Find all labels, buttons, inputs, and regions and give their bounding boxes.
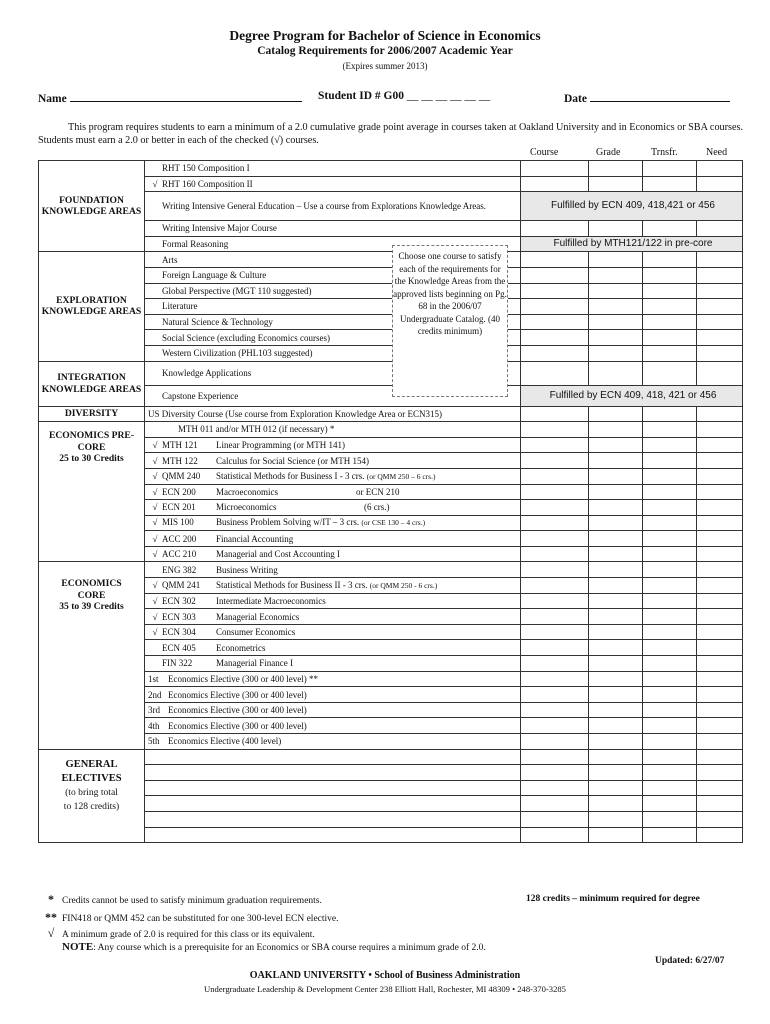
course-input[interactable] — [521, 578, 589, 594]
requirement-cell: √ QMM 241 Statistical Methods for Business II - 3 crs. (or QMM 250 - 6 crs.) — [145, 578, 521, 594]
requirement-cell: √ ECN 304 Consumer Economics — [145, 624, 521, 640]
grade-input[interactable] — [589, 546, 643, 562]
need-input[interactable] — [697, 640, 743, 656]
transfer-input[interactable] — [643, 500, 697, 516]
min-credits-note: 128 credits – minimum required for degree — [526, 894, 700, 904]
grade-input[interactable] — [589, 796, 643, 812]
elective-input[interactable] — [145, 811, 521, 827]
requirement-cell: √ ACC 200 Financial Accounting — [145, 531, 521, 547]
grade-input[interactable] — [589, 252, 643, 268]
requirement-cell: √ ECN 201 Microeconomics (6 crs.) — [145, 500, 521, 516]
course-input[interactable] — [521, 562, 589, 578]
grade-input[interactable] — [589, 811, 643, 827]
need-input[interactable] — [697, 221, 743, 237]
table-row — [39, 671, 743, 687]
grade-input[interactable] — [589, 453, 643, 469]
need-input[interactable] — [697, 749, 743, 765]
need-input[interactable] — [697, 345, 743, 361]
grade-input[interactable] — [589, 640, 643, 656]
course-input[interactable] — [521, 314, 589, 330]
grade-input[interactable] — [589, 562, 643, 578]
grade-input[interactable] — [589, 437, 643, 453]
transfer-input[interactable] — [643, 811, 697, 827]
table-row — [39, 500, 743, 516]
page-subtitle: Catalog Requirements for 2006/2007 Academic Year — [257, 45, 513, 57]
course-input[interactable] — [521, 453, 589, 469]
requirement-cell: FIN 322 Managerial Finance I — [145, 656, 521, 672]
need-input[interactable] — [697, 468, 743, 484]
transfer-input[interactable] — [643, 161, 697, 177]
requirement-cell: Writing Intensive Major Course — [145, 221, 521, 237]
transfer-input[interactable] — [643, 221, 697, 237]
transfer-input[interactable] — [643, 299, 697, 315]
expiry-note: (Expires summer 2013) — [342, 61, 428, 71]
course-input[interactable] — [521, 656, 589, 672]
table-row — [39, 236, 743, 252]
grade-input[interactable] — [589, 531, 643, 547]
table-row — [39, 811, 743, 827]
table-row — [39, 176, 743, 192]
transfer-input[interactable] — [643, 702, 697, 718]
table-row — [39, 578, 743, 594]
need-input[interactable] — [697, 500, 743, 516]
transfer-input[interactable] — [643, 406, 697, 422]
requirement-cell: RHT 150 Composition I — [145, 161, 521, 177]
requirement-cell: √ ACC 210 Managerial and Cost Accounting I — [145, 546, 521, 562]
need-input[interactable] — [697, 406, 743, 422]
date-field[interactable] — [564, 90, 730, 105]
check-mark: √ — [152, 595, 158, 606]
need-input[interactable] — [697, 453, 743, 469]
transfer-input[interactable] — [643, 484, 697, 500]
course-input[interactable] — [521, 827, 589, 843]
check-mark: √ — [152, 627, 158, 638]
grade-input[interactable] — [589, 734, 643, 750]
course-input[interactable] — [521, 780, 589, 796]
table-row — [39, 385, 743, 406]
requirement-cell: Social Science (excluding Economics courses) — [145, 330, 521, 346]
course-input[interactable] — [521, 749, 589, 765]
transfer-input[interactable] — [643, 515, 697, 531]
grade-input[interactable] — [589, 624, 643, 640]
course-input[interactable] — [521, 422, 589, 438]
footnote-3: √ A minimum grade of 2.0 is required for this class or its equivalent. — [47, 926, 315, 940]
course-input[interactable] — [521, 609, 589, 625]
table-row — [39, 221, 743, 237]
need-input[interactable] — [697, 609, 743, 625]
need-input[interactable] — [697, 531, 743, 547]
fulfilled-note: Fulfilled by MTH121/122 in pre-core — [521, 236, 743, 252]
table-row — [39, 796, 743, 812]
need-input[interactable] — [697, 718, 743, 734]
requirement-cell: √ ECN 302 Intermediate Macroeconomics — [145, 593, 521, 609]
elective-cell: 5th Economics Elective (400 level) — [145, 734, 521, 750]
course-input[interactable] — [521, 515, 589, 531]
fulfilled-note: Fulfilled by ECN 409, 418, 421 or 456 — [521, 385, 743, 406]
grade-input[interactable] — [589, 267, 643, 283]
elective-input[interactable] — [145, 780, 521, 796]
course-input[interactable] — [521, 161, 589, 177]
transfer-input[interactable] — [643, 437, 697, 453]
grade-input[interactable] — [589, 422, 643, 438]
table-row — [39, 515, 743, 531]
check-mark: √ — [152, 611, 158, 622]
need-input[interactable] — [697, 437, 743, 453]
transfer-input[interactable] — [643, 765, 697, 781]
requirement-cell: Writing Intensive General Education – Use a course from Explorations Knowledge Areas. — [145, 192, 521, 221]
need-input[interactable] — [697, 252, 743, 268]
table-row — [39, 780, 743, 796]
grade-input[interactable] — [589, 687, 643, 703]
course-input[interactable] — [521, 437, 589, 453]
requirement-cell: √ QMM 240 Statistical Methods for Business I - 3 crs. (or QMM 250 – 6 crs.) — [145, 468, 521, 484]
course-input[interactable] — [521, 283, 589, 299]
check-mark: √ — [152, 178, 158, 189]
need-input[interactable] — [697, 267, 743, 283]
need-input[interactable] — [697, 546, 743, 562]
date-label: Date — [564, 93, 587, 105]
course-input[interactable] — [521, 330, 589, 346]
table-row — [39, 562, 743, 578]
footer-institution: OAKLAND UNIVERSITY • School of Business Administration — [249, 970, 521, 981]
table-row — [39, 192, 743, 221]
elective-input[interactable] — [145, 765, 521, 781]
transfer-input[interactable] — [643, 749, 697, 765]
table-row — [39, 267, 743, 283]
table-row — [39, 624, 743, 640]
grade-input[interactable] — [589, 578, 643, 594]
requirement-cell: ECN 405 Econometrics — [145, 640, 521, 656]
grade-input[interactable] — [589, 221, 643, 237]
col-header-course: Course — [530, 147, 559, 158]
grade-input[interactable] — [589, 749, 643, 765]
grade-input[interactable] — [589, 330, 643, 346]
grade-input[interactable] — [589, 345, 643, 361]
grade-input[interactable] — [589, 609, 643, 625]
transfer-input[interactable] — [643, 361, 697, 385]
requirement-cell: √ MTH 121 Linear Programming (or MTH 141) — [145, 437, 521, 453]
transfer-input[interactable] — [643, 593, 697, 609]
grade-input[interactable] — [589, 765, 643, 781]
transfer-input[interactable] — [643, 562, 697, 578]
table-row — [39, 453, 743, 469]
course-input[interactable] — [521, 500, 589, 516]
transfer-input[interactable] — [643, 656, 697, 672]
table-row — [39, 330, 743, 346]
course-input[interactable] — [521, 796, 589, 812]
need-input[interactable] — [697, 687, 743, 703]
course-input[interactable] — [521, 299, 589, 315]
fulfilled-note: Fulfilled by ECN 409, 418,421 or 456 — [521, 192, 743, 221]
check-mark: √ — [152, 486, 158, 497]
transfer-input[interactable] — [643, 422, 697, 438]
transfer-input[interactable] — [643, 468, 697, 484]
table-row — [39, 468, 743, 484]
table-row — [39, 656, 743, 672]
table-row — [39, 609, 743, 625]
intro-text: This program requires students to earn a minimum of a 2.0 cumulative grade point average in courses taken at Oakland University and in Economics or SBA courses. Students must earn a 2.0 or better in each of the checked (√) courses. — [38, 122, 744, 146]
elective-cell: 4th Economics Elective (300 or 400 level) — [145, 718, 521, 734]
transfer-input[interactable] — [643, 176, 697, 192]
grade-input[interactable] — [589, 827, 643, 843]
check-mark: √ — [152, 533, 158, 544]
need-input[interactable] — [697, 422, 743, 438]
check-mark: √ — [152, 579, 158, 590]
updated-date: Updated: 6/27/07 — [655, 956, 725, 966]
page-title: Degree Program for Bachelor of Science in Economics — [229, 28, 541, 43]
requirement-cell: MTH 011 and/or MTH 012 (if necessary) * — [145, 422, 521, 438]
transfer-input[interactable] — [643, 252, 697, 268]
need-input[interactable] — [697, 671, 743, 687]
grade-input[interactable] — [589, 656, 643, 672]
elective-cell: 3rd Economics Elective (300 or 400 level) — [145, 702, 521, 718]
course-input[interactable] — [521, 468, 589, 484]
transfer-input[interactable] — [643, 671, 697, 687]
course-input[interactable] — [521, 593, 589, 609]
course-input[interactable] — [521, 267, 589, 283]
table-row — [39, 531, 743, 547]
need-input[interactable] — [697, 827, 743, 843]
table-row — [39, 734, 743, 750]
table-row — [39, 299, 743, 315]
transfer-input[interactable] — [643, 330, 697, 346]
table-row — [39, 252, 743, 268]
requirement-cell: √ RHT 160 Composition II — [145, 176, 521, 192]
requirement-cell: √ ECN 303 Managerial Economics — [145, 609, 521, 625]
grade-input[interactable] — [589, 671, 643, 687]
need-input[interactable] — [697, 484, 743, 500]
need-input[interactable] — [697, 161, 743, 177]
course-input[interactable] — [521, 702, 589, 718]
course-input[interactable] — [521, 687, 589, 703]
table-row — [39, 361, 743, 385]
elective-input[interactable] — [145, 749, 521, 765]
need-input[interactable] — [697, 314, 743, 330]
need-input[interactable] — [697, 299, 743, 315]
need-input[interactable] — [697, 624, 743, 640]
transfer-input[interactable] — [643, 531, 697, 547]
grade-input[interactable] — [589, 702, 643, 718]
table-row — [39, 593, 743, 609]
check-mark: √ — [152, 470, 158, 481]
course-input[interactable] — [521, 671, 589, 687]
section-label-diversity: DIVERSITY — [39, 406, 145, 422]
table-row — [39, 484, 743, 500]
requirement-cell: ENG 382 Business Writing — [145, 562, 521, 578]
transfer-input[interactable] — [643, 314, 697, 330]
need-input[interactable] — [697, 593, 743, 609]
grade-input[interactable] — [589, 283, 643, 299]
requirement-cell: √ MTH 122 Calculus for Social Science (or MTH 154) — [145, 453, 521, 469]
requirement-cell: Western Civilization (PHL103 suggested) — [145, 345, 521, 361]
table-row — [39, 749, 743, 765]
grade-input[interactable] — [589, 468, 643, 484]
grade-input[interactable] — [589, 780, 643, 796]
table-row — [39, 314, 743, 330]
student-id-blanks[interactable]: __ __ __ __ __ __ — [406, 90, 491, 102]
table-row — [39, 687, 743, 703]
transfer-input[interactable] — [643, 345, 697, 361]
date-blank[interactable] — [590, 90, 730, 102]
course-input[interactable] — [521, 811, 589, 827]
requirement-cell: Foreign Language & Culture — [145, 267, 521, 283]
elective-input[interactable] — [145, 796, 521, 812]
table-row — [39, 702, 743, 718]
footnote-note: NOTE: Any course which is a prerequisite for an Economics or SBA course requires a minimum grade of 2.0. — [62, 941, 486, 953]
need-input[interactable] — [697, 562, 743, 578]
need-input[interactable] — [697, 734, 743, 750]
check-mark: √ — [152, 440, 158, 451]
requirement-cell: Global Perspective (MGT 110 suggested) — [145, 283, 521, 299]
need-input[interactable] — [697, 515, 743, 531]
course-input[interactable] — [521, 345, 589, 361]
requirement-cell: Formal Reasoning — [145, 236, 521, 252]
grade-input[interactable] — [589, 406, 643, 422]
check-mark: √ — [152, 502, 158, 513]
table-row — [39, 640, 743, 656]
student-id-label: Student ID # — [318, 90, 381, 102]
transfer-input[interactable] — [643, 267, 697, 283]
col-header-transfer: Trnsfr. — [651, 147, 678, 158]
need-input[interactable] — [697, 702, 743, 718]
section-label-core: ECONOMICS CORE 35 to 39 Credits — [39, 562, 145, 749]
course-input[interactable] — [521, 624, 589, 640]
course-input[interactable] — [521, 484, 589, 500]
section-label-general: GENERAL ELECTIVES (to bring total to 128 credits) — [39, 749, 145, 843]
footnote-2: ** FIN418 or QMM 452 can be substituted for one 300-level ECN elective. — [45, 910, 339, 924]
course-input[interactable] — [521, 221, 589, 237]
course-input[interactable] — [521, 406, 589, 422]
grade-input[interactable] — [589, 314, 643, 330]
need-input[interactable] — [697, 656, 743, 672]
section-label-precore: ECONOMICS PRE-CORE 25 to 30 Credits — [39, 422, 145, 562]
transfer-input[interactable] — [643, 734, 697, 750]
table-row — [39, 765, 743, 781]
course-input[interactable] — [521, 531, 589, 547]
transfer-input[interactable] — [643, 624, 697, 640]
section-label-integration: INTEGRATION KNOWLEDGE AREAS — [39, 361, 145, 406]
table-row — [39, 161, 743, 177]
col-header-need: Need — [706, 147, 728, 158]
course-input[interactable] — [521, 252, 589, 268]
transfer-input[interactable] — [643, 718, 697, 734]
course-input[interactable] — [521, 361, 589, 385]
need-input[interactable] — [697, 330, 743, 346]
table-row — [39, 546, 743, 562]
need-input[interactable] — [697, 176, 743, 192]
transfer-input[interactable] — [643, 546, 697, 562]
requirement-cell: Arts — [145, 252, 521, 268]
student-id-prefix: G00 — [383, 90, 404, 102]
transfer-input[interactable] — [643, 578, 697, 594]
grade-input[interactable] — [589, 500, 643, 516]
footnote-1: * Credits cannot be used to satisfy minimum graduation requirements. — [48, 892, 322, 906]
grade-input[interactable] — [589, 161, 643, 177]
transfer-input[interactable] — [643, 687, 697, 703]
need-input[interactable] — [697, 811, 743, 827]
check-mark: √ — [152, 455, 158, 466]
transfer-input[interactable] — [643, 609, 697, 625]
student-id-field[interactable] — [318, 90, 490, 102]
grade-input[interactable] — [589, 593, 643, 609]
section-label-exploration: EXPLORATION KNOWLEDGE AREAS — [39, 252, 145, 361]
transfer-input[interactable] — [643, 283, 697, 299]
course-input[interactable] — [521, 176, 589, 192]
grade-input[interactable] — [589, 515, 643, 531]
grade-input[interactable] — [589, 299, 643, 315]
requirement-cell: US Diversity Course (Use course from Exploration Knowledge Area or ECN315) — [145, 406, 521, 422]
requirement-cell: √ MIS 100 Business Problem Solving w/IT – 3 crs. (or CSE 130 – 4 crs.) — [145, 515, 521, 531]
table-row — [39, 345, 743, 361]
table-row — [39, 406, 743, 422]
course-input[interactable] — [521, 734, 589, 750]
name-field[interactable] — [38, 90, 302, 105]
elective-input[interactable] — [145, 827, 521, 843]
transfer-input[interactable] — [643, 780, 697, 796]
course-input[interactable] — [521, 640, 589, 656]
requirement-cell: Knowledge Applications — [145, 361, 521, 385]
need-input[interactable] — [697, 796, 743, 812]
elective-cell: 2nd Economics Elective (300 or 400 level) — [145, 687, 521, 703]
footer-address: Undergraduate Leadership & Development Center 238 Elliott Hall, Rochester, MI 48309 • 248-370-3285 — [204, 984, 566, 994]
requirement-cell: Capstone Experience — [145, 385, 521, 406]
need-input[interactable] — [697, 361, 743, 385]
grade-input[interactable] — [589, 718, 643, 734]
requirement-cell: Literature — [145, 299, 521, 315]
knowledge-area-note: Choose one course to satisfy each of the requirements for the Knowledge Areas from the approved lists beginning on Pg. 68 in the 2006/07 Undergraduate Catalog. (40 credits minimum) — [392, 245, 508, 397]
course-input[interactable] — [521, 546, 589, 562]
need-input[interactable] — [697, 780, 743, 796]
table-row — [39, 283, 743, 299]
need-input[interactable] — [697, 283, 743, 299]
need-input[interactable] — [697, 578, 743, 594]
transfer-input[interactable] — [643, 827, 697, 843]
elective-cell: 1st Economics Elective (300 or 400 level) ** — [145, 671, 521, 687]
course-input[interactable] — [521, 718, 589, 734]
requirement-cell: √ ECN 200 Macroeconomics or ECN 210 — [145, 484, 521, 500]
grade-input[interactable] — [589, 484, 643, 500]
grade-input[interactable] — [589, 176, 643, 192]
need-input[interactable] — [697, 765, 743, 781]
check-mark: √ — [152, 549, 158, 560]
table-row — [39, 718, 743, 734]
course-input[interactable] — [521, 765, 589, 781]
requirement-cell: Natural Science & Technology — [145, 314, 521, 330]
check-mark: √ — [152, 517, 158, 528]
col-header-grade: Grade — [596, 147, 621, 158]
name-label: Name — [38, 93, 67, 105]
table-row — [39, 827, 743, 843]
transfer-input[interactable] — [643, 453, 697, 469]
grade-input[interactable] — [589, 361, 643, 385]
requirements-table — [38, 160, 743, 843]
transfer-input[interactable] — [643, 796, 697, 812]
table-row — [39, 422, 743, 438]
transfer-input[interactable] — [643, 640, 697, 656]
section-label-foundation: FOUNDATION KNOWLEDGE AREAS — [39, 161, 145, 252]
table-row — [39, 437, 743, 453]
name-blank[interactable] — [70, 90, 302, 102]
